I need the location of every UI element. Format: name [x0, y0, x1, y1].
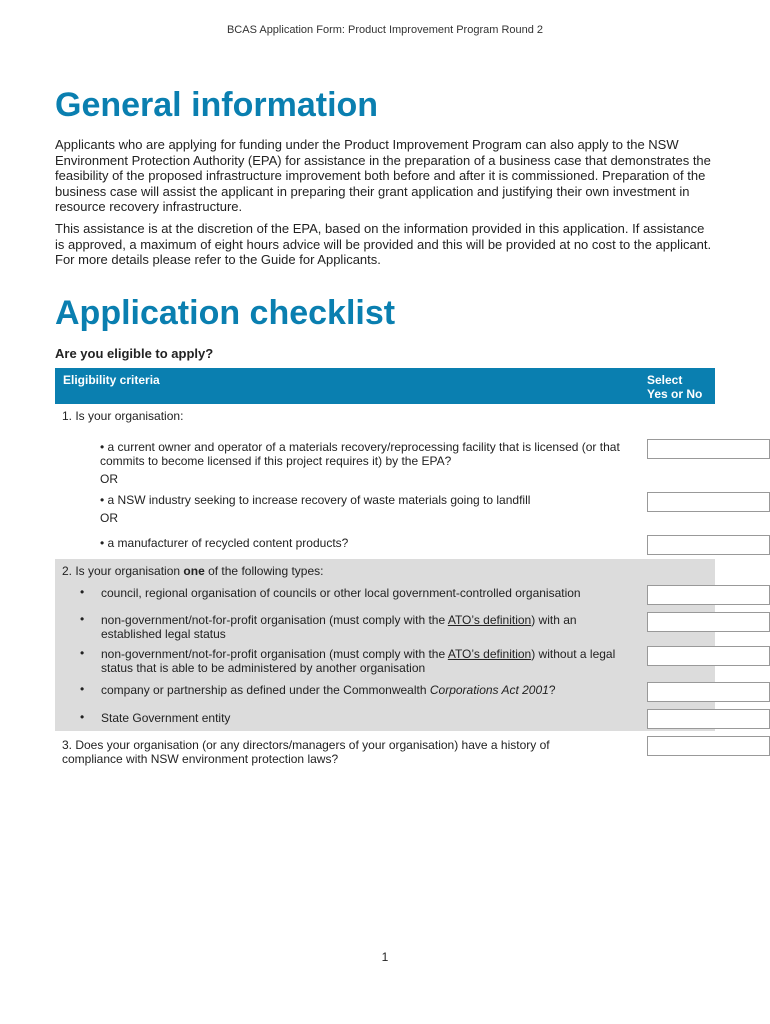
q1-option-b-answer-field[interactable] — [647, 492, 770, 512]
bullet-icon: • — [80, 585, 85, 599]
q1-option-manufacturer: • a manufacturer of recycled content products? — [100, 536, 349, 550]
question-3-text: 3. Does your organisation (or any directors/managers of your organisation) have a history of compliance with NSW environment protection laws? — [62, 738, 550, 766]
eligibility-table-header — [55, 368, 715, 404]
or-separator: OR — [100, 472, 118, 486]
bullet-icon: • — [80, 612, 85, 626]
q3-answer-field[interactable] — [647, 736, 770, 756]
q2-option-a-answer-field[interactable] — [647, 585, 770, 605]
question-2-suffix: of the following types: — [204, 564, 324, 578]
q2-option-ngo-no-legal-status — [101, 647, 631, 675]
bullet-icon: • — [80, 682, 85, 696]
q2-option-c-text-end: ) without a legal status that is able to be administered by another organisation — [101, 647, 616, 675]
question-2-text — [62, 564, 323, 578]
q1-option-nsw-industry: • a NSW industry seeking to increase recovery of waste materials going to landfill — [100, 493, 531, 507]
corporations-act-title: Corporations Act 2001 — [429, 683, 549, 697]
q2-option-c-answer-field[interactable] — [647, 646, 770, 666]
question-2-section — [55, 559, 715, 731]
document-header: BCAS Application Form: Product Improvement Program Round 2 — [226, 24, 544, 36]
q2-option-d-text-end: ? — [548, 683, 556, 697]
criteria-column-header: Eligibility criteria — [63, 373, 160, 387]
q2-option-council: council, regional organisation of councils or other local government-controlled organisation — [101, 586, 581, 600]
q2-option-company — [101, 683, 631, 697]
ato-definition-link[interactable]: ATO’s definition — [447, 647, 532, 661]
question-1-text: 1. Is your organisation: — [62, 409, 184, 423]
bullet-icon: • — [80, 646, 85, 660]
select-column-header: Select Yes or No — [647, 373, 703, 401]
q2-option-b-text-end: ) with an established legal status — [101, 613, 577, 641]
eligibility-subheading: Are you eligible to apply? — [55, 346, 214, 361]
q1-option-a-answer-field[interactable] — [647, 439, 770, 459]
q1-option-licensed-facility: • a current owner and operator of a materials recovery/reprocessing facility that is licensed (or that commits to become licensed if this project requires it) by the EPA? — [100, 440, 620, 468]
q2-option-e-answer-field[interactable] — [647, 709, 770, 729]
general-paragraph-1: Applicants who are applying for funding under the Product Improvement Program can also apply to the NSW Environment Protection Authority (EPA) for assistance in the preparation of a business case that demonstrates the feasibility of the proposed infrastructure improvement both before and after it is commissioned. Preparation of the business case will assist the applicant in preparing their grant application and justifying their own investment in resource recovery infrastructure. — [55, 137, 711, 215]
q2-option-state-government: State Government entity — [101, 711, 231, 725]
general-information-heading: General information — [55, 86, 379, 124]
application-checklist-heading: Application checklist — [55, 294, 396, 332]
q2-option-b-answer-field[interactable] — [647, 612, 770, 632]
general-paragraph-2: This assistance is at the discretion of the EPA, based on the information provided in this application. If assistance is approved, a maximum of eight hours advice will be provided and this will be provided at no cost to the applicant. For more details please refer to the Guide for Applicants. — [55, 221, 712, 268]
q1-option-c-answer-field[interactable] — [647, 535, 770, 555]
q2-option-ngo-legal-status — [101, 613, 631, 641]
or-separator: OR — [100, 511, 118, 525]
question-2-emphasis: one — [183, 564, 205, 578]
bullet-icon: • — [80, 710, 85, 724]
page-number: 1 — [381, 950, 389, 964]
q2-option-b-text: non-government/not-for-profit organisation (must comply with the — [101, 613, 448, 627]
q2-option-c-text: non-government/not-for-profit organisation (must comply with the — [101, 647, 448, 661]
q2-option-d-text: company or partnership as defined under the Commonwealth — [101, 683, 430, 697]
question-2-prefix: 2. Is your organisation — [62, 564, 184, 578]
ato-definition-link[interactable]: ATO’s definition — [447, 613, 532, 627]
q2-option-d-answer-field[interactable] — [647, 682, 770, 702]
